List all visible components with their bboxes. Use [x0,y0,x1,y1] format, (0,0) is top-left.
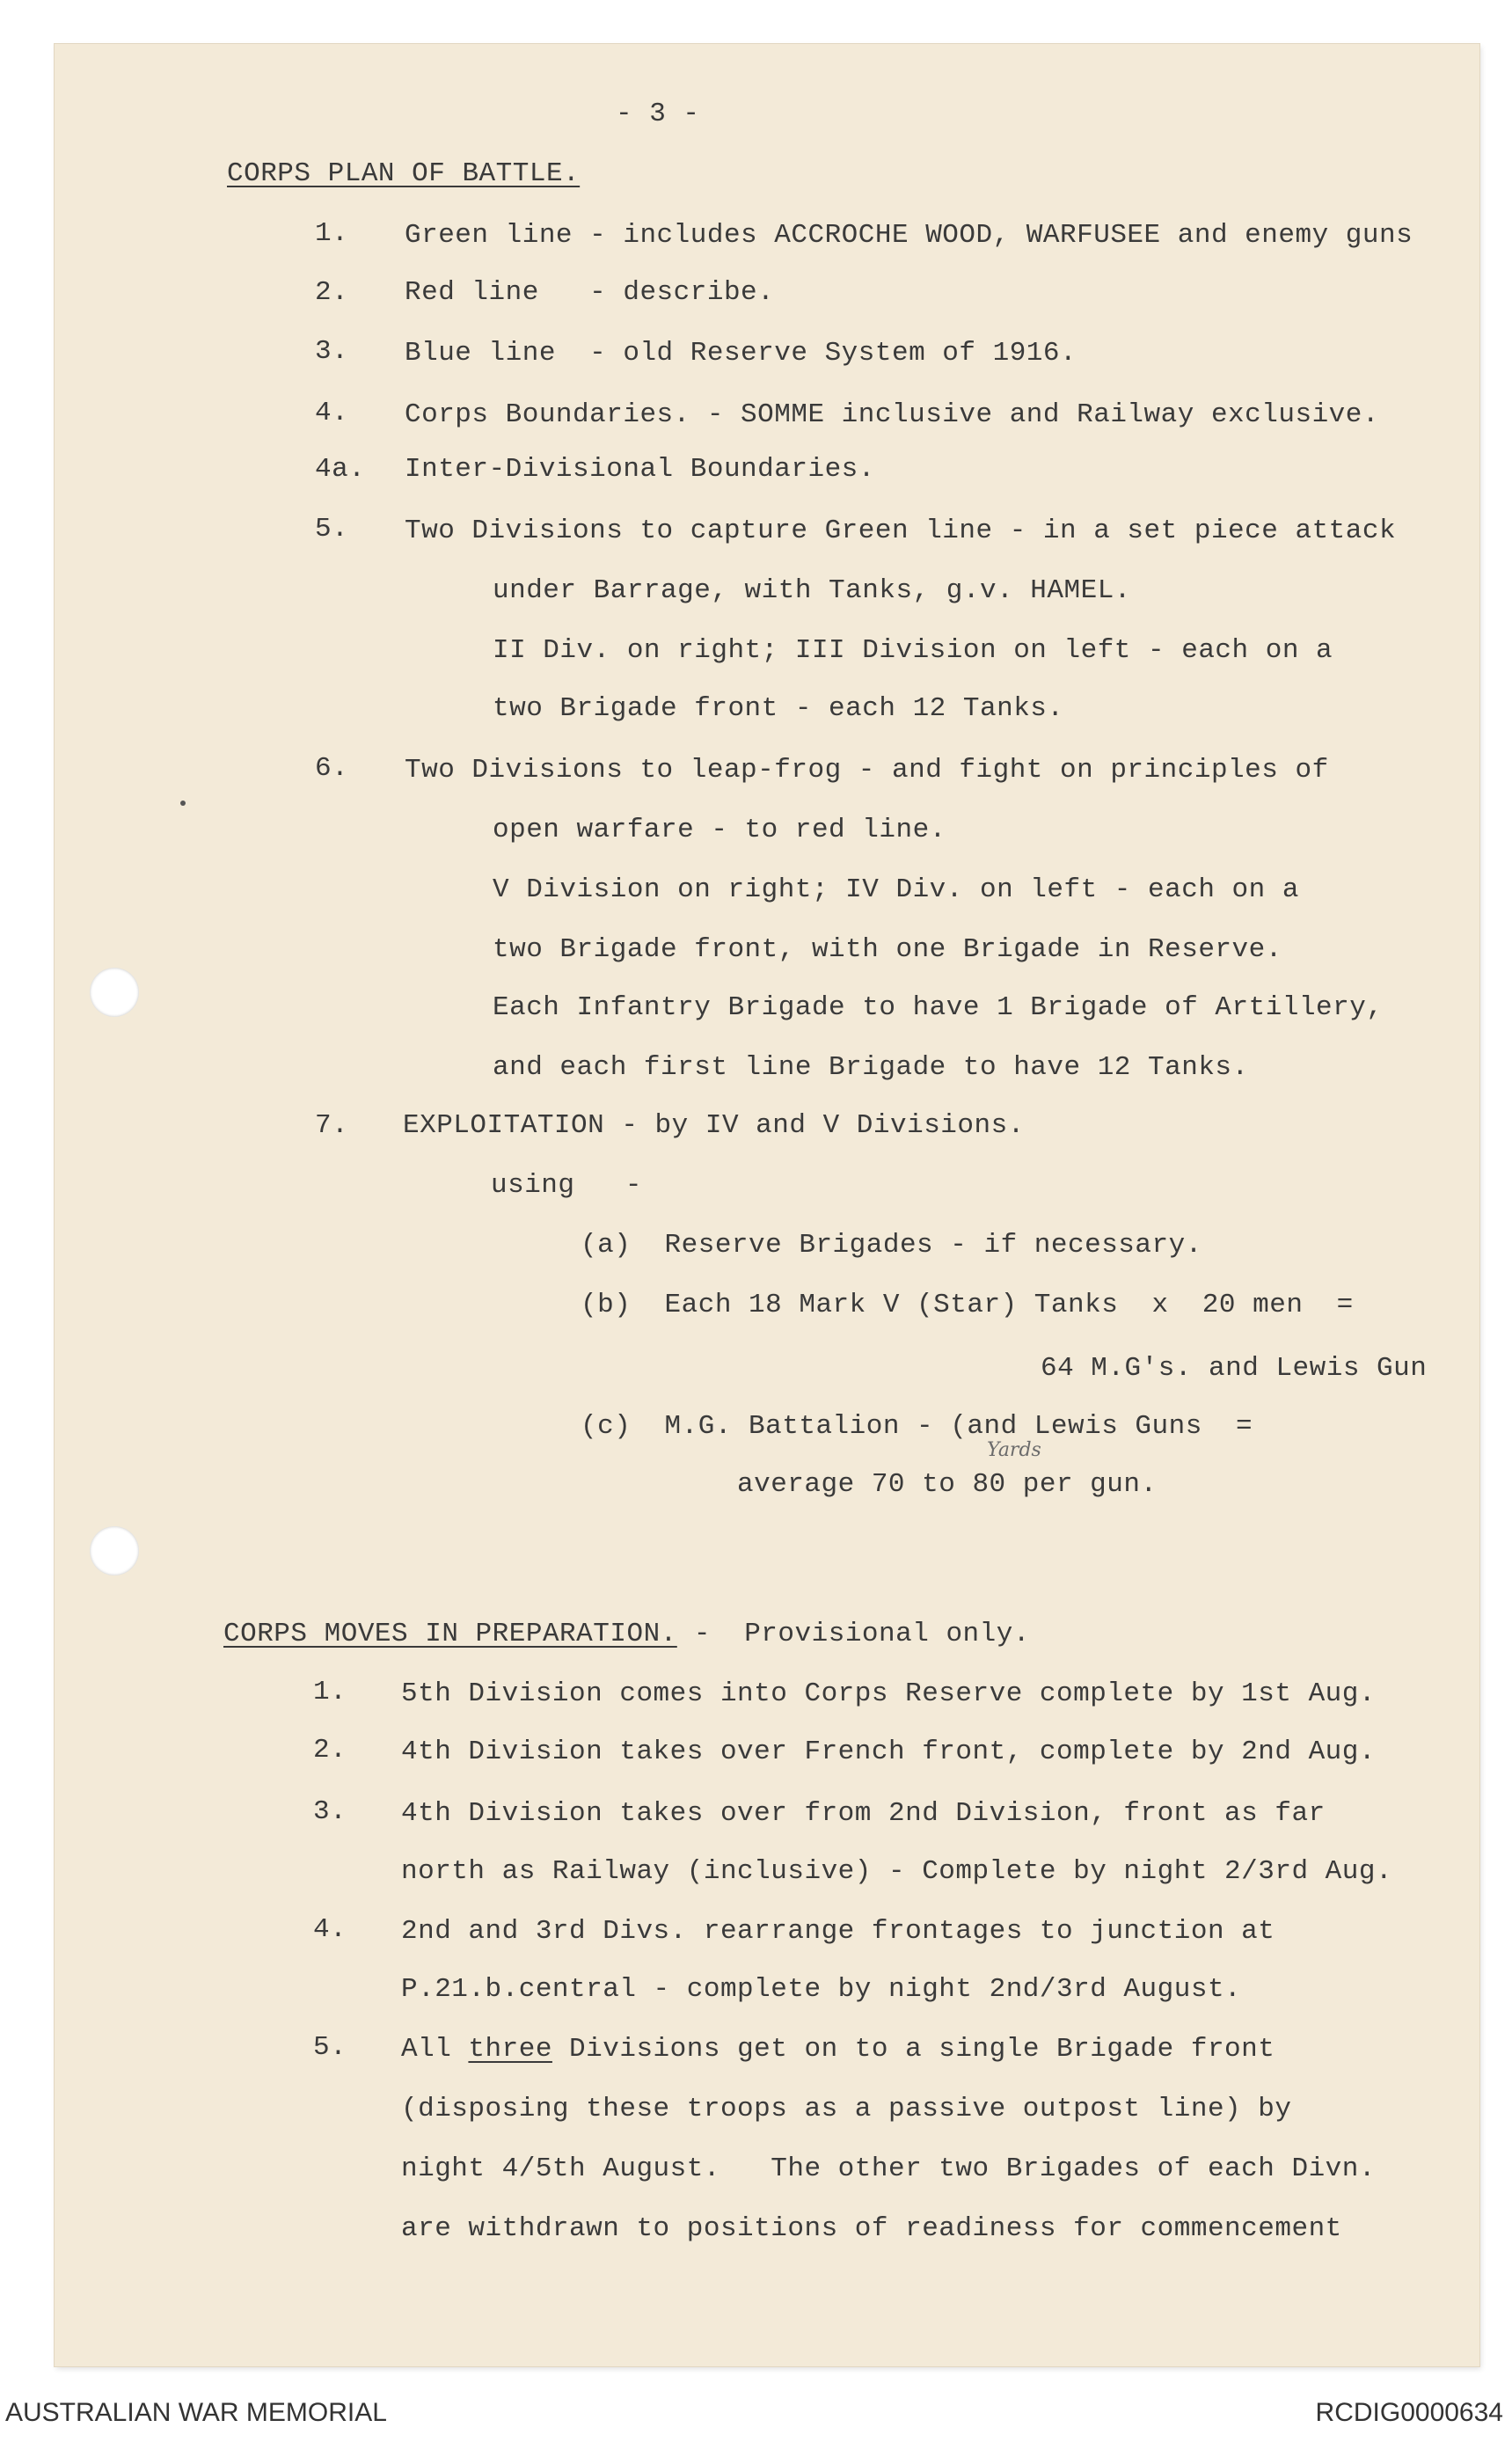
item-number: 1. [315,218,349,249]
section-heading-moves [223,1619,1030,1650]
handwritten-annotation: Yards [987,1439,1041,1461]
item-text: Blue line - old Reserve System of 1916. [405,338,1077,369]
item-text: II Div. on right; III Division on left - each on a [493,635,1333,666]
item-number: 4a. [315,454,366,485]
item-number: 1. [313,1677,347,1707]
footer-archive-name: AUSTRALIAN WAR MEMORIAL [5,2398,387,2427]
item-number: 7. [315,1110,349,1141]
item-number: 5. [315,514,349,545]
item-text: Green line - includes ACCROCHE WOOD, WARFUSEE and enemy guns [405,220,1413,251]
item-number: 3. [313,1796,347,1827]
text-segment: All [401,2034,469,2065]
item-text: Corps Boundaries. - SOMME inclusive and Railway exclusive. [405,399,1379,430]
item-text: north as Railway (inclusive) - Complete by night 2/3rd Aug. [401,1856,1393,1887]
text-segment: Divisions get on to a single Brigade front [551,2034,1275,2065]
section-heading-text: CORPS MOVES IN PREPARATION. [223,1619,677,1649]
item-text: Two Divisions to capture Green line - in a set piece attack [405,515,1397,546]
item-text: 5th Division comes into Corps Reserve complete by 1st Aug. [401,1678,1376,1709]
item-number: 4. [315,398,349,428]
item-text: are withdrawn to positions of readiness for commencement [401,2213,1342,2244]
item-text: under Barrage, with Tanks, g.v. HAMEL. [493,575,1131,606]
item-text: 2nd and 3rd Divs. rearrange frontages to junction at [401,1916,1275,1947]
item-text: (disposing these troops as a passive outpost line) by [401,2094,1292,2124]
item-number: 2. [313,1735,347,1766]
item-number: 4. [313,1914,347,1945]
punch-hole [90,1526,139,1576]
subitem-text: (a) Reserve Brigades - if necessary. [581,1230,1202,1261]
section-heading-suffix: - Provisional only. [676,1619,1030,1649]
punch-hole [90,968,139,1017]
item-text: using - [491,1170,642,1201]
item-text: Each Infantry Brigade to have 1 Brigade of Artillery, [493,992,1384,1023]
item-text: night 4/5th August. The other two Brigades of each Divn. [401,2153,1376,2184]
item-text: V Division on right; IV Div. on left - each on a [493,874,1299,905]
item-text: and each first line Brigade to have 12 Tanks. [493,1052,1249,1083]
page-number: - 3 - [616,99,700,129]
document-page [55,44,1479,2366]
subitem-text: (c) M.G. Battalion - (and Lewis Guns = [581,1411,1253,1442]
item-text: Inter-Divisional Boundaries. [405,454,875,485]
item-text: two Brigade front - each 12 Tanks. [493,693,1064,724]
item-text: 4th Division takes over French front, complete by 2nd Aug. [401,1736,1376,1767]
subitem-text: (b) Each 18 Mark V (Star) Tanks x 20 men = [581,1290,1354,1320]
item-text: Red line - describe. [405,277,775,308]
subitem-text: average 70 to 80 per gun. [737,1469,1158,1500]
item-text: EXPLOITATION - by IV and V Divisions. [403,1110,1025,1141]
subitem-text: 64 M.G's. and Lewis Gun [1041,1353,1428,1384]
item-number: 2. [315,277,349,308]
ink-speck [180,801,186,806]
footer-bar [0,2389,1512,2442]
item-number: 5. [313,2032,347,2063]
item-text [401,2034,1275,2065]
section-heading-plan-of-battle: CORPS PLAN OF BATTLE. [227,158,581,189]
item-text: two Brigade front, with one Brigade in Reserve. [493,934,1282,965]
item-number: 3. [315,336,349,367]
item-text: 4th Division takes over from 2nd Division, front as far [401,1798,1326,1829]
underlined-word: three [468,2034,552,2065]
item-text: P.21.b.central - complete by night 2nd/3rd August. [401,1974,1242,2005]
footer-record-id: RCDIG0000634 [1315,2398,1503,2427]
item-number: 6. [315,753,349,784]
item-text: Two Divisions to leap-frog - and fight on principles of [405,755,1329,786]
item-text: open warfare - to red line. [493,815,946,845]
